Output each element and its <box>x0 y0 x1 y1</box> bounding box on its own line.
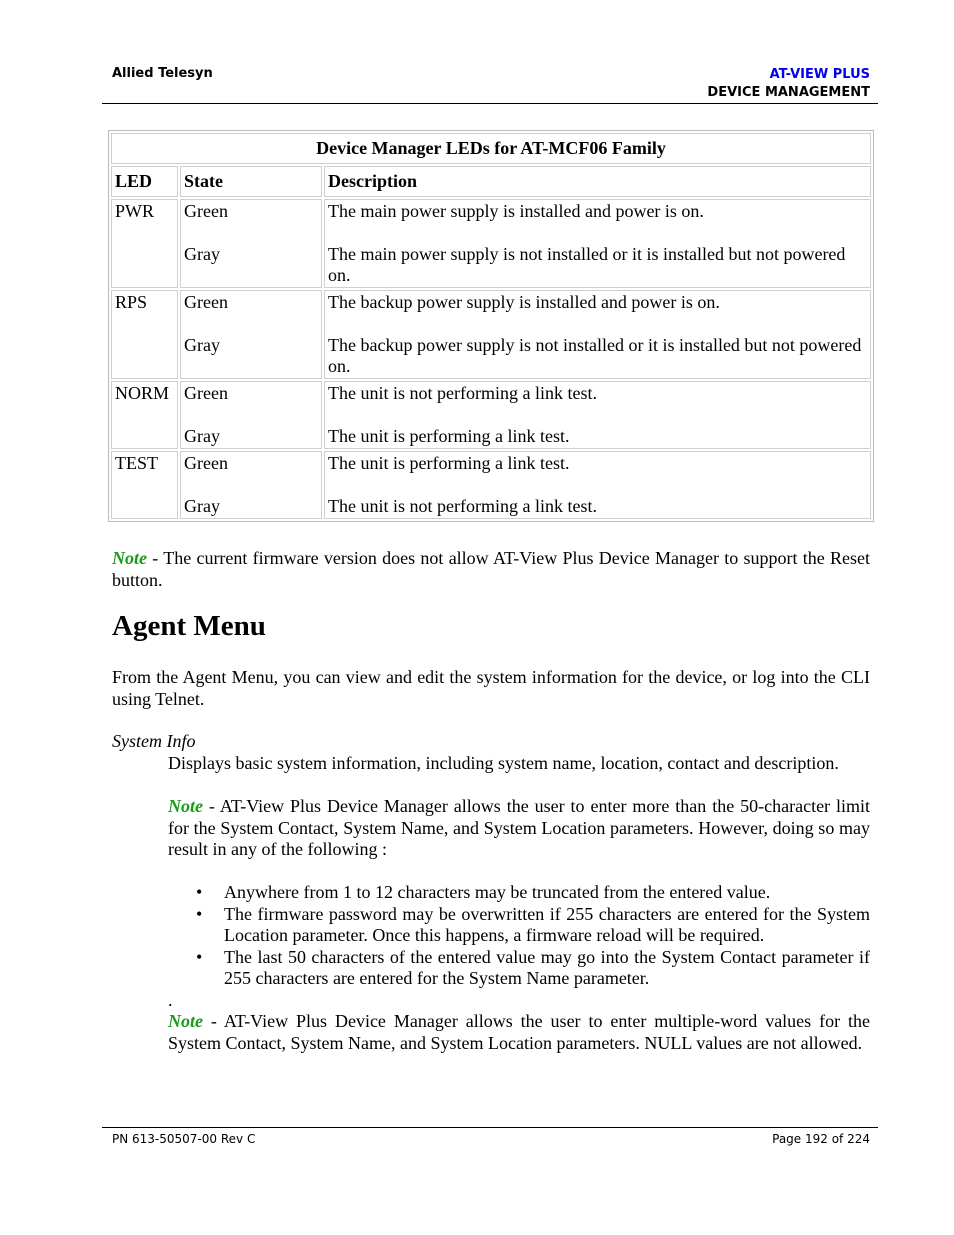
state-cell <box>180 451 322 519</box>
description-cell <box>324 381 871 449</box>
note-label: Note <box>168 796 203 816</box>
description-green: The unit is not performing a link test. <box>328 383 597 403</box>
description-cell <box>324 199 871 288</box>
description-green: The backup power supply is installed and power is on. <box>328 292 720 312</box>
header-product: AT-VIEW PLUS <box>769 67 870 82</box>
description-gray: The unit is not performing a link test. <box>328 496 597 516</box>
consequence-list <box>168 882 870 990</box>
led-cell: RPS <box>111 290 178 379</box>
description-green: The unit is performing a link test. <box>328 453 570 473</box>
intro-paragraph: From the Agent Menu, you can view and edit the system information for the device, or log into the CLI using Telnet. <box>112 667 870 709</box>
list-item: • The firmware password may be overwritten if 255 characters are entered for the System Location parameter. Once this happens, a firmware reload will be required. <box>196 903 870 945</box>
list-item: • Anywhere from 1 to 12 characters may be truncated from the entered value. <box>196 882 771 902</box>
bullet-icon: • <box>196 882 203 902</box>
state-gray: Gray <box>184 496 220 516</box>
state-gray: Gray <box>184 244 220 264</box>
footer-page-number: Page 192 of 224 <box>772 1132 870 1146</box>
description-gray: The unit is performing a link test. <box>328 426 570 446</box>
description-cell <box>324 290 871 379</box>
col-header-state: State <box>180 166 322 197</box>
note-label: Note <box>112 548 147 568</box>
state-green: Green <box>184 292 228 312</box>
description-gray: The backup power supply is not installed or it is installed but not powered on. <box>328 335 862 376</box>
state-cell <box>180 381 322 449</box>
col-header-description: Description <box>324 166 871 197</box>
stray-period: . <box>168 990 173 1010</box>
header-titles <box>707 66 870 102</box>
col-header-led: LED <box>111 166 178 197</box>
description-gray: The main power supply is not installed or it is installed but not powered on. <box>328 244 846 285</box>
note-text: - AT-View Plus Device Manager allows the user to enter multiple-word values for the System Contact, System Name, and System Location parameters. NULL values are not allowed. <box>168 1011 870 1053</box>
system-info-description: Displays basic system information, including system name, location, contact and description. <box>168 753 839 773</box>
character-limit-note <box>168 796 870 861</box>
footer-part-number: PN 613-50507-00 Rev C <box>112 1132 256 1146</box>
table-row <box>111 199 871 288</box>
table-header-row <box>111 166 871 197</box>
table-row <box>111 290 871 379</box>
state-gray: Gray <box>184 426 220 446</box>
bullet-icon: • <box>196 946 203 967</box>
table-caption-row <box>111 133 871 164</box>
reset-note <box>112 548 870 591</box>
state-green: Green <box>184 383 228 403</box>
footer-divider <box>102 1127 878 1128</box>
led-cell: PWR <box>111 199 178 288</box>
header-company: Allied Telesyn <box>112 66 213 81</box>
note-text: - The current firmware version does not allow AT-View Plus Device Manager to support the Reset button. <box>112 548 870 590</box>
table-row <box>111 381 871 449</box>
state-green: Green <box>184 453 228 473</box>
table-row <box>111 451 871 519</box>
description-cell <box>324 451 871 519</box>
header-divider <box>102 103 878 104</box>
list-item: • The last 50 characters of the entered value may go into the System Contact parameter if 255 characters are entered for the System Name parameter. <box>196 946 870 988</box>
state-cell <box>180 199 322 288</box>
led-cell: TEST <box>111 451 178 519</box>
section-heading: Agent Menu <box>112 610 266 642</box>
table-caption: Device Manager LEDs for AT-MCF06 Family <box>111 133 871 164</box>
system-info-term: System Info <box>112 731 196 751</box>
state-green: Green <box>184 201 228 221</box>
bullet-icon: • <box>196 903 203 924</box>
multiword-note <box>168 1011 870 1054</box>
led-cell: NORM <box>111 381 178 449</box>
note-text: - AT-View Plus Device Manager allows the user to enter more than the 50-character limit for the System Contact, System Name, and System Location parameters. However, doing so may result in any of the following : <box>168 796 870 859</box>
led-table <box>108 130 874 522</box>
note-label: Note <box>168 1011 203 1031</box>
description-green: The main power supply is installed and power is on. <box>328 201 704 221</box>
state-gray: Gray <box>184 335 220 355</box>
header-section: DEVICE MANAGEMENT <box>707 85 870 100</box>
state-cell <box>180 290 322 379</box>
